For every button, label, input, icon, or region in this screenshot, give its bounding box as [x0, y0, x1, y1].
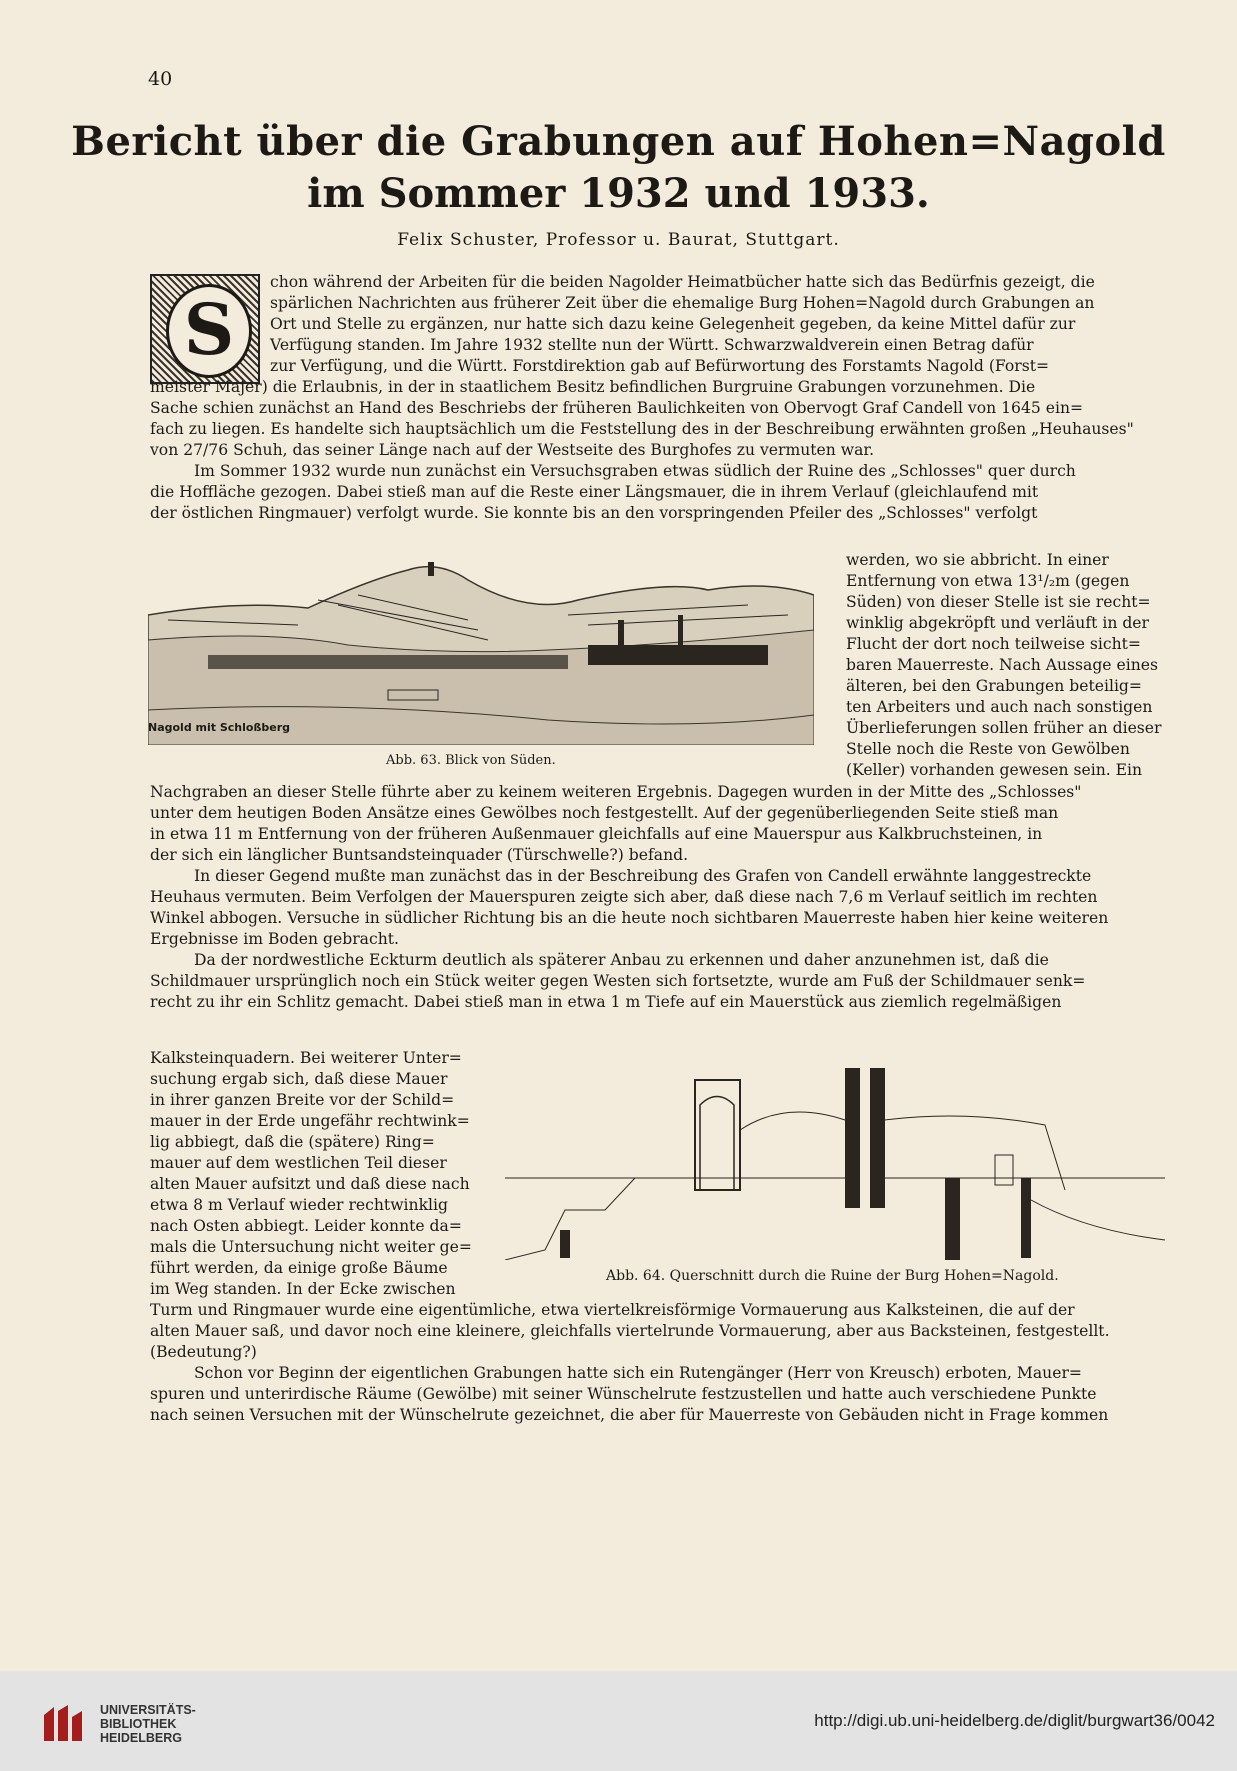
block1-line: zur Verfügung, und die Württ. Forstdirektion gab auf Befürwortung des Forstamts Nagold (Forst=: [270, 357, 1050, 375]
block2-line: der sich ein länglicher Buntsandsteinquader (Türschwelle?) befand.: [150, 846, 689, 864]
block2-line: Heuhaus vermuten. Beim Verfolgen der Mauerspuren zeigte sich aber, daß diese nach 7,6 m Verlauf seitlich im rechten: [150, 888, 1098, 906]
university-library-logo: [40, 1701, 86, 1747]
block_right-line: Stelle noch die Reste von Gewölben: [846, 740, 1130, 758]
block_right-line: winklig abgekröpft und verläuft in der: [846, 614, 1149, 632]
page-number: 40: [148, 68, 173, 90]
block_right-line: werden, wo sie abbricht. In einer: [846, 551, 1109, 569]
title-line-1: Bericht über die Grabungen auf Hohen=Nagold: [71, 118, 1166, 165]
source-url[interactable]: http://digi.ub.uni-heidelberg.de/diglit/burgwart36/0042: [814, 1711, 1215, 1730]
drop-cap-letter: S: [166, 284, 252, 378]
block_left-line: führt werden, da einige große Bäume: [150, 1259, 448, 1277]
block1-line: der östlichen Ringmauer) verfolgt wurde. Sie konnte bis an den vorspringenden Pfeiler des „Schlosses" verfolgt: [150, 504, 1038, 522]
block2-line: in etwa 11 m Entfernung von der früheren Außenmauer gleichfalls auf eine Mauerspur aus Kalkbruchsteinen, in: [150, 825, 1043, 843]
block_left-line: lig abbiegt, daß die (spätere) Ring=: [150, 1133, 435, 1151]
block_left-line: suchung ergab sich, daß diese Mauer: [150, 1070, 448, 1088]
block3-line: Schon vor Beginn der eigentlichen Grabungen hatte sich ein Rutengänger (Herr von Kreusch) erboten, Mauer=: [194, 1364, 1082, 1382]
block_left-line: mals die Untersuchung nicht weiter ge=: [150, 1238, 472, 1256]
paragraph-right-column: [846, 550, 1166, 781]
block_right-line: Flucht der dort noch teilweise sicht=: [846, 635, 1142, 653]
block1-line: spärlichen Nachrichten aus früherer Zeit über die ehemalige Burg Hohen=Nagold durch Grabungen an: [270, 294, 1095, 312]
block3-line: Turm und Ringmauer wurde eine eigentümliche, etwa viertelkreisförmige Vormauerung aus Kalksteinen, die auf der: [150, 1301, 1075, 1319]
block1-line: fach zu liegen. Es handelte sich hauptsächlich um die Feststellung des in der Beschreibung erwähnten großen „Heuhauses": [150, 420, 1134, 438]
author-line: Felix Schuster, Professor u. Baurat, Stuttgart.: [397, 230, 840, 250]
block2-line: In dieser Gegend mußte man zunächst das in der Beschreibung des Grafen von Candell erwähnte langgestreckte: [194, 867, 1092, 885]
block2-line: recht zu ihr ein Schlitz gemacht. Dabei stieß man in etwa 1 m Tiefe auf ein Mauerstück aus ziemlich regelmäßigen: [150, 993, 1062, 1011]
block2-line: Winkel abbogen. Versuche in südlicher Richtung bis an die heute noch sichtbaren Mauerreste haben hier keine weiteren: [150, 909, 1109, 927]
block_left-line: in ihrer ganzen Breite vor der Schild=: [150, 1091, 455, 1109]
title-line-2: im Sommer 1932 und 1933.: [307, 170, 930, 217]
block2-line: unter dem heutigen Boden Ansätze eines Gewölbes noch festgestellt. Auf der gegenüberliegenden Seite stieß man: [150, 804, 1059, 822]
figure-63-caption: Abb. 63. Blick von Süden.: [386, 753, 556, 768]
block3-line: (Bedeutung?): [150, 1343, 257, 1361]
block_left-line: im Weg standen. In der Ecke zwischen: [150, 1280, 456, 1298]
block3-line: alten Mauer saß, und davor noch eine kleinere, gleichfalls viertelrunde Vormauerung, aber aus Backsteinen, festgestellt.: [150, 1322, 1110, 1340]
block3-line: spuren und unterirdische Räume (Gewölbe) mit seiner Wünschelrute festzustellen und hatte auch verschiedene Punkte: [150, 1385, 1097, 1403]
block_right-line: (Keller) vorhanden gewesen sein. Ein: [846, 761, 1143, 779]
block1-line: Verfügung standen. Im Jahre 1932 stellte nun der Württ. Schwarzwaldverein einen Betrag dafür: [270, 336, 1034, 354]
block1-line: von 27/76 Schuh, das seiner Länge nach auf der Westseite des Burghofes zu vermuten war.: [150, 441, 875, 459]
institution-name: [100, 1703, 196, 1745]
institution-line-1: UNIVERSITÄTS-: [100, 1703, 196, 1717]
institution-line-2: BIBLIOTHEK: [100, 1717, 177, 1731]
figure-64-caption: Abb. 64. Querschnitt durch die Ruine der Burg Hohen=Nagold.: [606, 1268, 1059, 1284]
block3-line: nach seinen Versuchen mit der Wünschelrute gezeichnet, die aber für Mauerreste von Gebäuden nicht in Frage kommen: [150, 1406, 1109, 1424]
block_right-line: älteren, bei den Grabungen beteilig=: [846, 677, 1142, 695]
block_left-line: alten Mauer aufsitzt und daß diese nach: [150, 1175, 470, 1193]
block2-line: Ergebnisse im Boden gebracht.: [150, 930, 399, 948]
block_left-line: Kalksteinquadern. Bei weiterer Unter=: [150, 1049, 462, 1067]
paragraph-intro: [150, 272, 1166, 524]
block1-line: chon während der Arbeiten für die beiden Nagolder Heimatbücher hatte sich das Bedürfnis gezeigt, die: [270, 273, 1095, 291]
block2-line: Da der nordwestliche Eckturm deutlich als späterer Anbau zu erkennen und daher anzunehmen ist, daß die: [194, 951, 1049, 969]
paragraph-left-column: [150, 1048, 478, 1300]
block_left-line: nach Osten abbiegt. Leider konnte da=: [150, 1217, 462, 1235]
block_right-line: Entfernung von etwa 13¹/₂m (gegen: [846, 572, 1130, 590]
institution-line-3: HEIDELBERG: [100, 1731, 182, 1745]
figure-nagold-landscape: [148, 560, 814, 745]
library-footer: [0, 1671, 1237, 1771]
block_left-line: mauer in der Erde ungefähr rechtwink=: [150, 1112, 470, 1130]
paragraph-closing: [150, 1300, 1166, 1426]
paragraph-middle: [150, 782, 1166, 1013]
figure-ruin-cross-section: [505, 1060, 1165, 1260]
figure-63-label: Nagold mit Schloßberg: [148, 721, 291, 734]
block1-line: Im Sommer 1932 wurde nun zunächst ein Versuchsgraben etwas südlich der Ruine des „Schlosses" quer durch: [194, 462, 1076, 480]
block1-line: Sache schien zunächst an Hand des Beschriebs der früheren Baulichkeiten von Obervogt Graf Candell von 1645 ein=: [150, 399, 1084, 417]
block1-line: Ort und Stelle zu ergänzen, nur hatte sich dazu keine Gelegenheit gegeben, da keine Mittel dafür zur: [270, 315, 1076, 333]
block2-line: Nachgraben an dieser Stelle führte aber zu keinem weiteren Ergebnis. Dagegen wurden in der Mitte des „Schlosses": [150, 783, 1082, 801]
block_right-line: Überlieferungen sollen früher an dieser: [846, 719, 1162, 737]
block1-line: die Hoffläche gezogen. Dabei stieß man auf die Reste einer Längsmauer, die in ihrem Verlauf (gleichlaufend mit: [150, 483, 1039, 501]
block_left-line: etwa 8 m Verlauf wieder rechtwinklig: [150, 1196, 448, 1214]
block_right-line: ten Arbeiters und auch nach sonstigen: [846, 698, 1153, 716]
block1-line: meister Majer) die Erlaubnis, in der in staatlichem Besitz befindlichen Burgruine Grabungen vorzunehmen. Die: [150, 378, 1036, 396]
block_right-line: baren Mauerreste. Nach Aussage eines: [846, 656, 1158, 674]
block_left-line: mauer auf dem westlichen Teil dieser: [150, 1154, 447, 1172]
block_right-line: Süden) von dieser Stelle ist sie recht=: [846, 593, 1151, 611]
block2-line: Schildmauer ursprünglich noch ein Stück weiter gegen Westen sich fortsetzte, wurde am Fuß der Schildmauer senk=: [150, 972, 1086, 990]
